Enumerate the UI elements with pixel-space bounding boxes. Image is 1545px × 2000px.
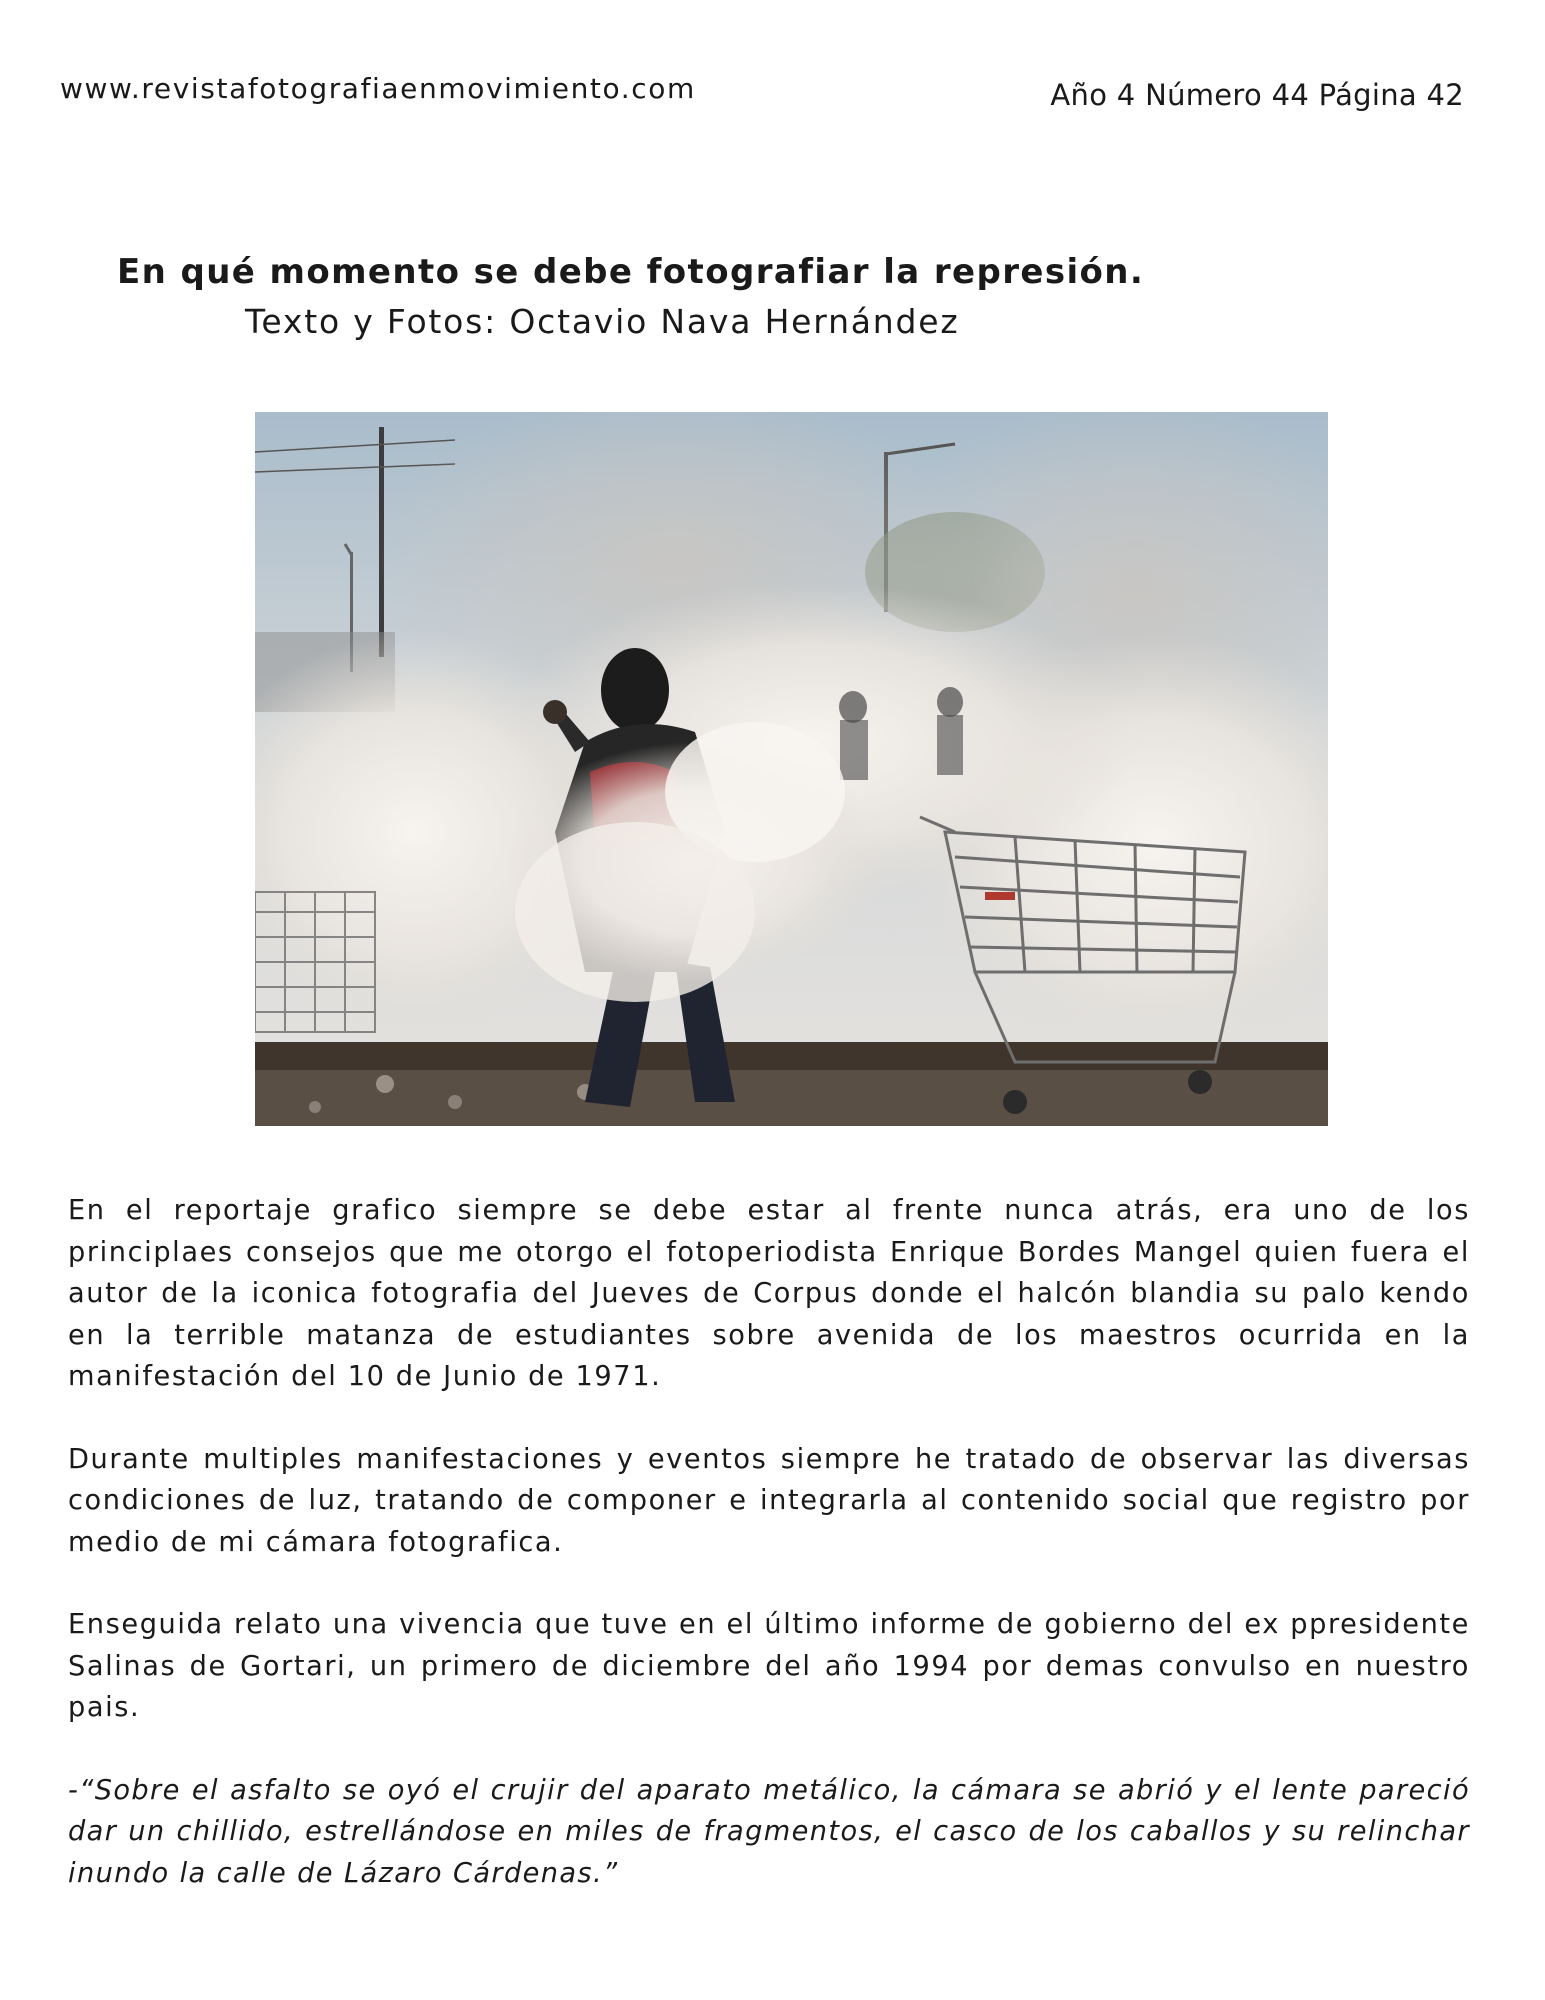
article-title: En qué momento se debe fotografiar la represión. xyxy=(117,252,1145,292)
article-body xyxy=(68,1190,1470,1935)
paragraph: En el reportaje grafico siempre se debe estar al frente nunca atrás, era uno de los principlaes consejos que me otorgo el fotoperiodista Enrique Bordes Mangel quien fuera el autor de la iconica fotografia del Jueves de Corpus donde el halcón blandia su palo kendo en la terrible matanza de estudiantes sobre avenida de los maestros ocurrida en la manifestación del 10 de Junio de 1971. xyxy=(68,1195,1470,1392)
quote-paragraph: -“Sobre el asfalto se oyó el crujir del aparato metálico, la cámara se abrió y el lente pareció dar un chillido, estrellándose en miles de fragmentos, el casco de los caballos y su relinchar inundo la calle de Lázaro Cárdenas.” xyxy=(68,1774,1470,1889)
paragraph: Durante multiples manifestaciones y eventos siempre he tratado de observar las diversas condiciones de luz, tratando de componer e integrarla al contenido social que registro por medio de mi cámara fotografica. xyxy=(68,1443,1470,1558)
article-photo xyxy=(255,412,1328,1126)
issue-page-info: Año 4 Número 44 Página 42 xyxy=(1050,78,1464,112)
site-url[interactable]: www.revistafotografiaenmovimiento.com xyxy=(60,72,696,105)
article-byline: Texto y Fotos: Octavio Nava Hernández xyxy=(245,302,960,341)
paragraph: Enseguida relato una vivencia que tuve en el último informe de gobierno del ex ppresidente Salinas de Gortari, un primero de diciembre del año 1994 por demas convulso en nuestro pais. xyxy=(68,1609,1470,1723)
